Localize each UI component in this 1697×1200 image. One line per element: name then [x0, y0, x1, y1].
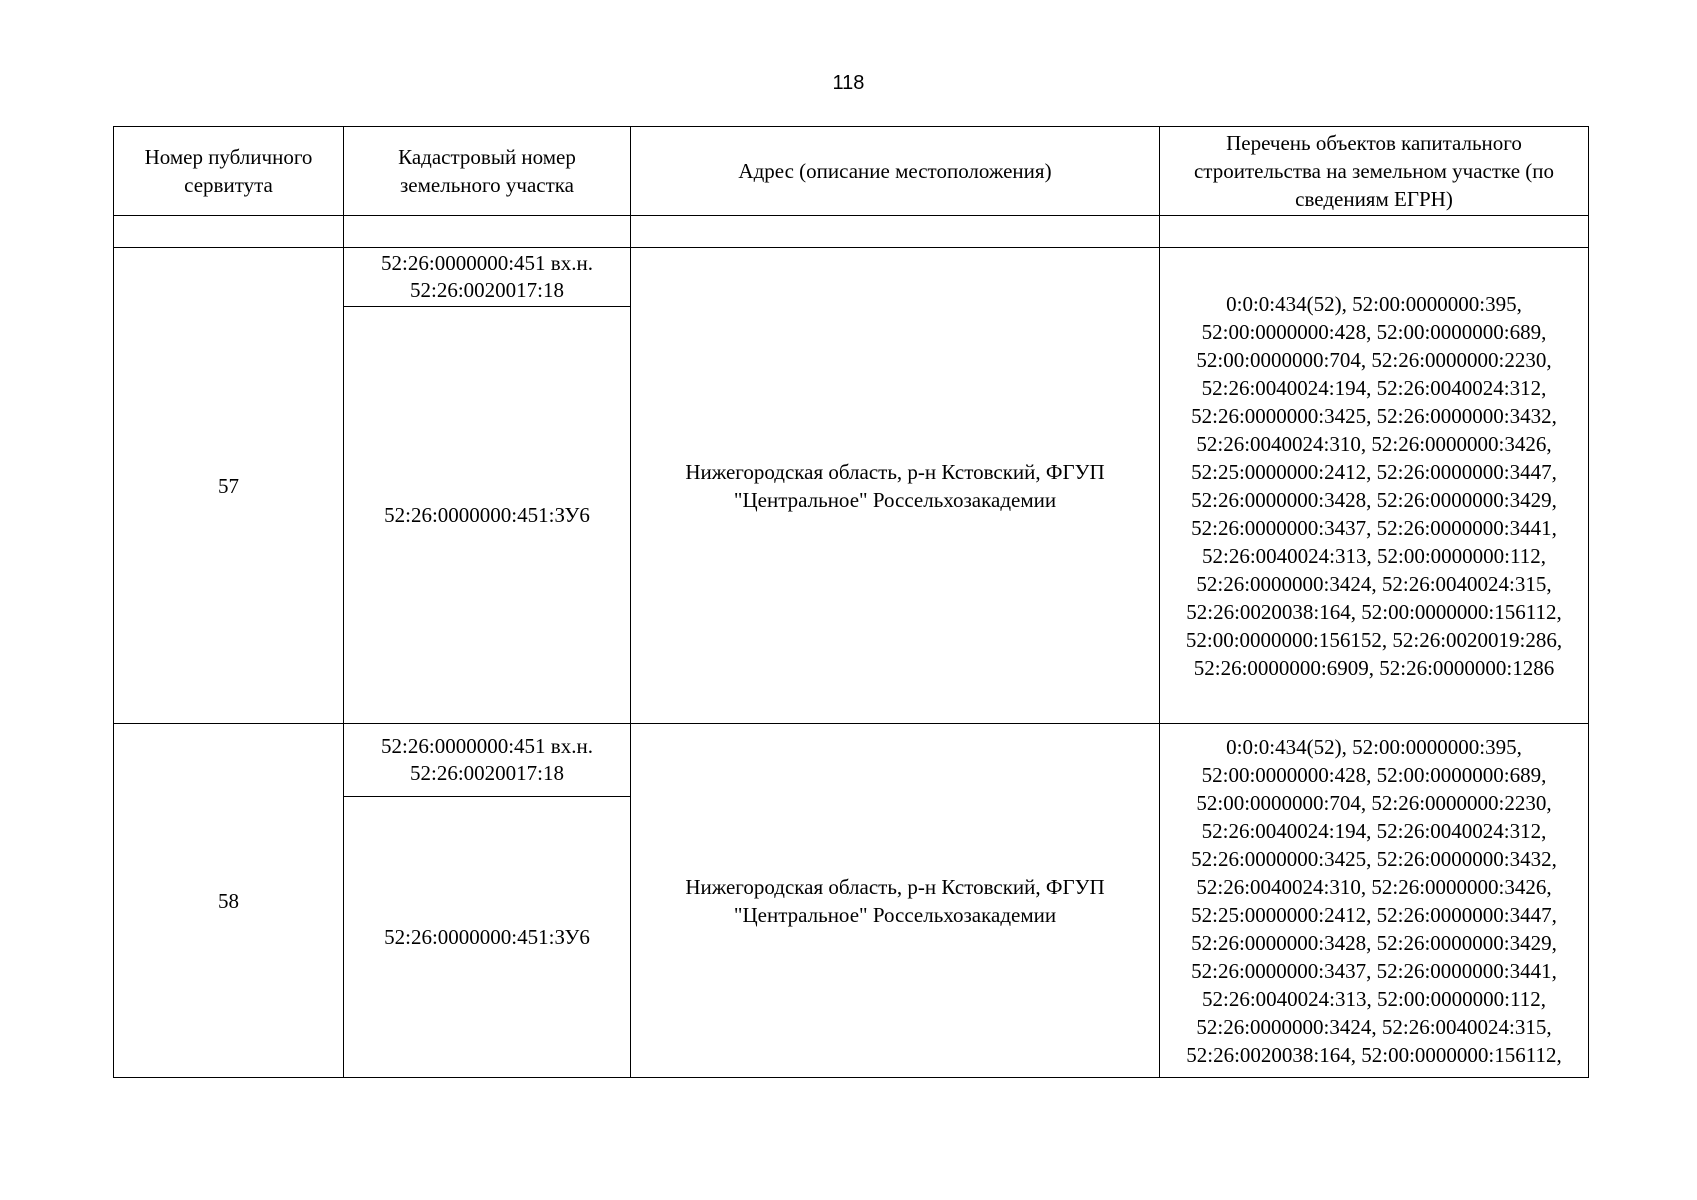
objects-list-cell: 0:0:0:434(52), 52:00:0000000:395, 52:00:0000000:428, 52:00:0000000:689, 52:00:0000000:704, 52:26:0000000:2230, 52:26:0040024:194, 52:26:0040024:312, 52:26:0000000:3425, 52:26:0000000:3432, 52:26:0040024:310, 52:26:0000000:3426, 52:25:0000000:2412, 52:26:0000000:3447, 52:26:0000000:3428, 52:26:0000000:3429, 52:26:0000000:3437, 52:26:0000000:3441, 52:26:0040024:313, 52:00:0000000:112, 52:26:0000000:3424, 52:26:0040024:315, 52:26:0020038:164, 52:00:0000000:156112,	[1160, 724, 1589, 1078]
header-row	[114, 127, 1589, 216]
table-row-58-upper	[114, 724, 1589, 797]
servitude-number-cell: 57	[114, 248, 344, 724]
header-servitude-number: Номер публичного сервитута	[114, 127, 344, 216]
address-cell: Нижегородская область, р-н Кстовский, ФГУП "Центральное" Россельхозакадемии	[631, 724, 1160, 1078]
empty-row	[114, 216, 1589, 248]
empty-cell	[344, 216, 631, 248]
cadastral-number-upper: 52:26:0000000:451 вх.н. 52:26:0020017:18	[344, 724, 631, 797]
empty-cell	[631, 216, 1160, 248]
objects-list-cell: 0:0:0:434(52), 52:00:0000000:395, 52:00:0000000:428, 52:00:0000000:689, 52:00:0000000:704, 52:26:0000000:2230, 52:26:0040024:194, 52:26:0040024:312, 52:26:0000000:3425, 52:26:0000000:3432, 52:26:0040024:310, 52:26:0000000:3426, 52:25:0000000:2412, 52:26:0000000:3447, 52:26:0000000:3428, 52:26:0000000:3429, 52:26:0000000:3437, 52:26:0000000:3441, 52:26:0040024:313, 52:00:0000000:112, 52:26:0000000:3424, 52:26:0040024:315, 52:26:0020038:164, 52:00:0000000:156112, 52:00:0000000:156152, 52:26:0020019:286, 52:26:0000000:6909, 52:26:0000000:1286	[1160, 248, 1589, 724]
header-address: Адрес (описание местоположения)	[631, 127, 1160, 216]
cadastral-number-upper: 52:26:0000000:451 вх.н. 52:26:0020017:18	[344, 248, 631, 307]
table-row-57-upper	[114, 248, 1589, 307]
empty-cell	[114, 216, 344, 248]
header-cadastral-number: Кадастровый номер земельного участка	[344, 127, 631, 216]
header-objects-list: Перечень объектов капитального строительства на земельном участке (по сведениям ЕГРН)	[1160, 127, 1589, 216]
cadastral-number-lower: 52:26:0000000:451:ЗУ6	[344, 797, 631, 1078]
servitude-number-cell: 58	[114, 724, 344, 1078]
empty-cell	[1160, 216, 1589, 248]
address-cell: Нижегородская область, р-н Кстовский, ФГУП "Центральное" Россельхозакадемии	[631, 248, 1160, 724]
cadastral-number-lower: 52:26:0000000:451:ЗУ6	[344, 307, 631, 724]
servitude-table	[113, 126, 1589, 1078]
page-number: 118	[832, 72, 865, 94]
